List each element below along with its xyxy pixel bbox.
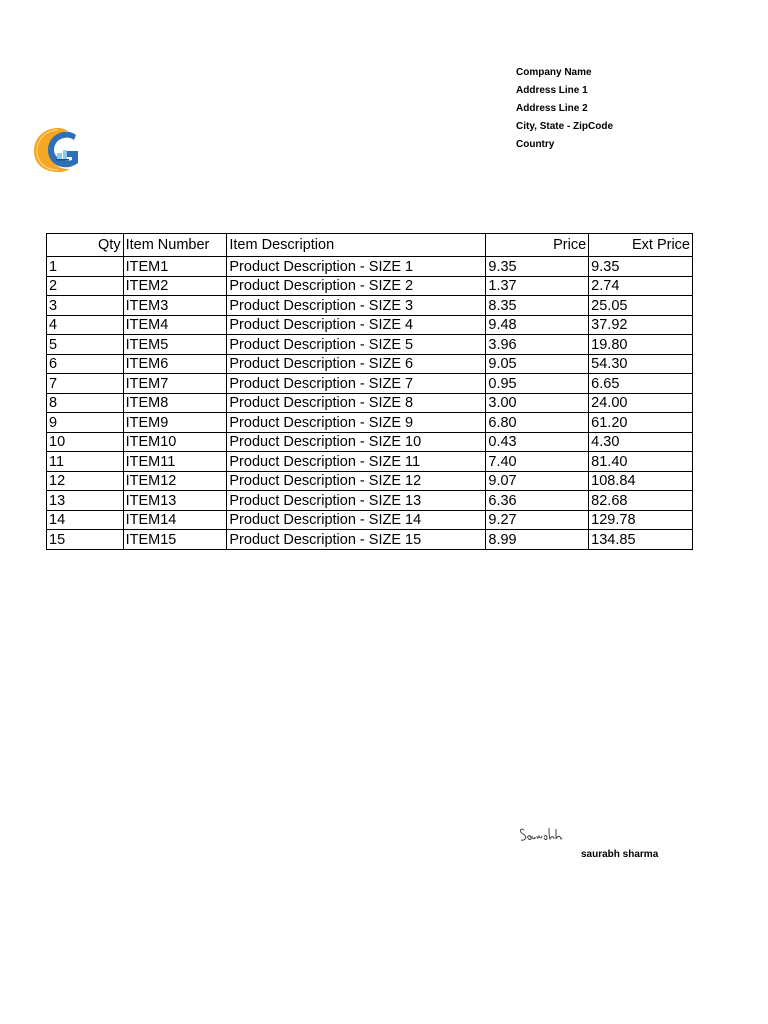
cell-item-description: Product Description - SIZE 10 — [227, 432, 486, 452]
cell-item-description: Product Description - SIZE 4 — [227, 315, 486, 335]
table-row — [47, 257, 693, 277]
header-ext-price: Ext Price — [589, 234, 693, 257]
table-row — [47, 393, 693, 413]
cell-item-number: ITEM13 — [123, 491, 227, 511]
cell-price: 6.36 — [486, 491, 589, 511]
cell-qty: 10 — [47, 432, 124, 452]
company-address-block — [516, 64, 613, 154]
address-line-2: Address Line 2 — [516, 103, 588, 114]
signer-name: saurabh sharma — [581, 849, 659, 860]
handwritten-signature — [518, 824, 568, 846]
cell-ext-price: 9.35 — [589, 257, 693, 277]
cell-qty: 13 — [47, 491, 124, 511]
cell-ext-price: 37.92 — [589, 315, 693, 335]
items-table-body — [47, 257, 693, 550]
cell-ext-price: 82.68 — [589, 491, 693, 511]
table-row — [47, 296, 693, 316]
cell-item-number: ITEM11 — [123, 452, 227, 472]
cell-qty: 4 — [47, 315, 124, 335]
cell-item-description: Product Description - SIZE 6 — [227, 354, 486, 374]
cell-ext-price: 2.74 — [589, 276, 693, 296]
cell-item-number: ITEM2 — [123, 276, 227, 296]
address-line-1: Address Line 1 — [516, 85, 588, 96]
cell-ext-price: 129.78 — [589, 510, 693, 530]
cell-ext-price: 61.20 — [589, 413, 693, 433]
cell-qty: 3 — [47, 296, 124, 316]
cell-price: 8.99 — [486, 530, 589, 550]
header-price: Price — [486, 234, 589, 257]
table-row — [47, 491, 693, 511]
cell-price: 6.80 — [486, 413, 589, 433]
cell-ext-price: 108.84 — [589, 471, 693, 491]
table-row — [47, 354, 693, 374]
cell-item-number: ITEM6 — [123, 354, 227, 374]
table-row — [47, 276, 693, 296]
cell-price: 9.48 — [486, 315, 589, 335]
cell-price: 1.37 — [486, 276, 589, 296]
cell-price: 0.43 — [486, 432, 589, 452]
cell-ext-price: 134.85 — [589, 530, 693, 550]
company-name: Company Name — [516, 67, 592, 78]
table-row — [47, 510, 693, 530]
cell-price: 3.96 — [486, 335, 589, 355]
cell-qty: 2 — [47, 276, 124, 296]
table-row — [47, 374, 693, 394]
cell-ext-price: 54.30 — [589, 354, 693, 374]
cell-item-description: Product Description - SIZE 13 — [227, 491, 486, 511]
table-row — [47, 315, 693, 335]
cell-ext-price: 6.65 — [589, 374, 693, 394]
cell-item-number: ITEM14 — [123, 510, 227, 530]
cell-qty: 14 — [47, 510, 124, 530]
cell-qty: 12 — [47, 471, 124, 491]
cell-qty: 6 — [47, 354, 124, 374]
cell-item-number: ITEM10 — [123, 432, 227, 452]
header-item-number: Item Number — [123, 234, 227, 257]
cell-qty: 8 — [47, 393, 124, 413]
cell-item-description: Product Description - SIZE 12 — [227, 471, 486, 491]
table-row — [47, 432, 693, 452]
cell-item-number: ITEM15 — [123, 530, 227, 550]
city-state-zip: City, State - ZipCode — [516, 121, 614, 132]
cell-qty: 15 — [47, 530, 124, 550]
cell-price: 8.35 — [486, 296, 589, 316]
country: Country — [516, 139, 555, 150]
cell-item-number: ITEM1 — [123, 257, 227, 277]
cell-item-description: Product Description - SIZE 7 — [227, 374, 486, 394]
cell-price: 3.00 — [486, 393, 589, 413]
cell-item-description: Product Description - SIZE 15 — [227, 530, 486, 550]
cell-item-number: ITEM4 — [123, 315, 227, 335]
cell-price: 9.35 — [486, 257, 589, 277]
cell-item-description: Product Description - SIZE 11 — [227, 452, 486, 472]
cell-item-description: Product Description - SIZE 1 — [227, 257, 486, 277]
cell-ext-price: 24.00 — [589, 393, 693, 413]
cell-qty: 1 — [47, 257, 124, 277]
company-logo-icon — [32, 126, 82, 174]
cell-item-number: ITEM9 — [123, 413, 227, 433]
cell-price: 9.27 — [486, 510, 589, 530]
cell-price: 9.05 — [486, 354, 589, 374]
table-row — [47, 335, 693, 355]
cell-qty: 11 — [47, 452, 124, 472]
cell-item-description: Product Description - SIZE 8 — [227, 393, 486, 413]
table-row — [47, 413, 693, 433]
items-table — [46, 233, 693, 550]
cell-item-number: ITEM5 — [123, 335, 227, 355]
cell-price: 9.07 — [486, 471, 589, 491]
cell-item-description: Product Description - SIZE 9 — [227, 413, 486, 433]
cell-qty: 7 — [47, 374, 124, 394]
table-header-row — [47, 234, 693, 257]
cell-item-number: ITEM8 — [123, 393, 227, 413]
cell-item-number: ITEM3 — [123, 296, 227, 316]
cell-qty: 5 — [47, 335, 124, 355]
cell-item-description: Product Description - SIZE 14 — [227, 510, 486, 530]
cell-item-number: ITEM12 — [123, 471, 227, 491]
cell-ext-price: 25.05 — [589, 296, 693, 316]
header-qty: Qty — [47, 234, 124, 257]
cell-item-number: ITEM7 — [123, 374, 227, 394]
cell-qty: 9 — [47, 413, 124, 433]
cell-item-description: Product Description - SIZE 5 — [227, 335, 486, 355]
cell-price: 7.40 — [486, 452, 589, 472]
cell-ext-price: 81.40 — [589, 452, 693, 472]
table-row — [47, 530, 693, 550]
cell-price: 0.95 — [486, 374, 589, 394]
cell-ext-price: 19.80 — [589, 335, 693, 355]
cell-item-description: Product Description - SIZE 3 — [227, 296, 486, 316]
table-row — [47, 471, 693, 491]
table-row — [47, 452, 693, 472]
cell-ext-price: 4.30 — [589, 432, 693, 452]
header-item-description: Item Description — [227, 234, 486, 257]
cell-item-description: Product Description - SIZE 2 — [227, 276, 486, 296]
